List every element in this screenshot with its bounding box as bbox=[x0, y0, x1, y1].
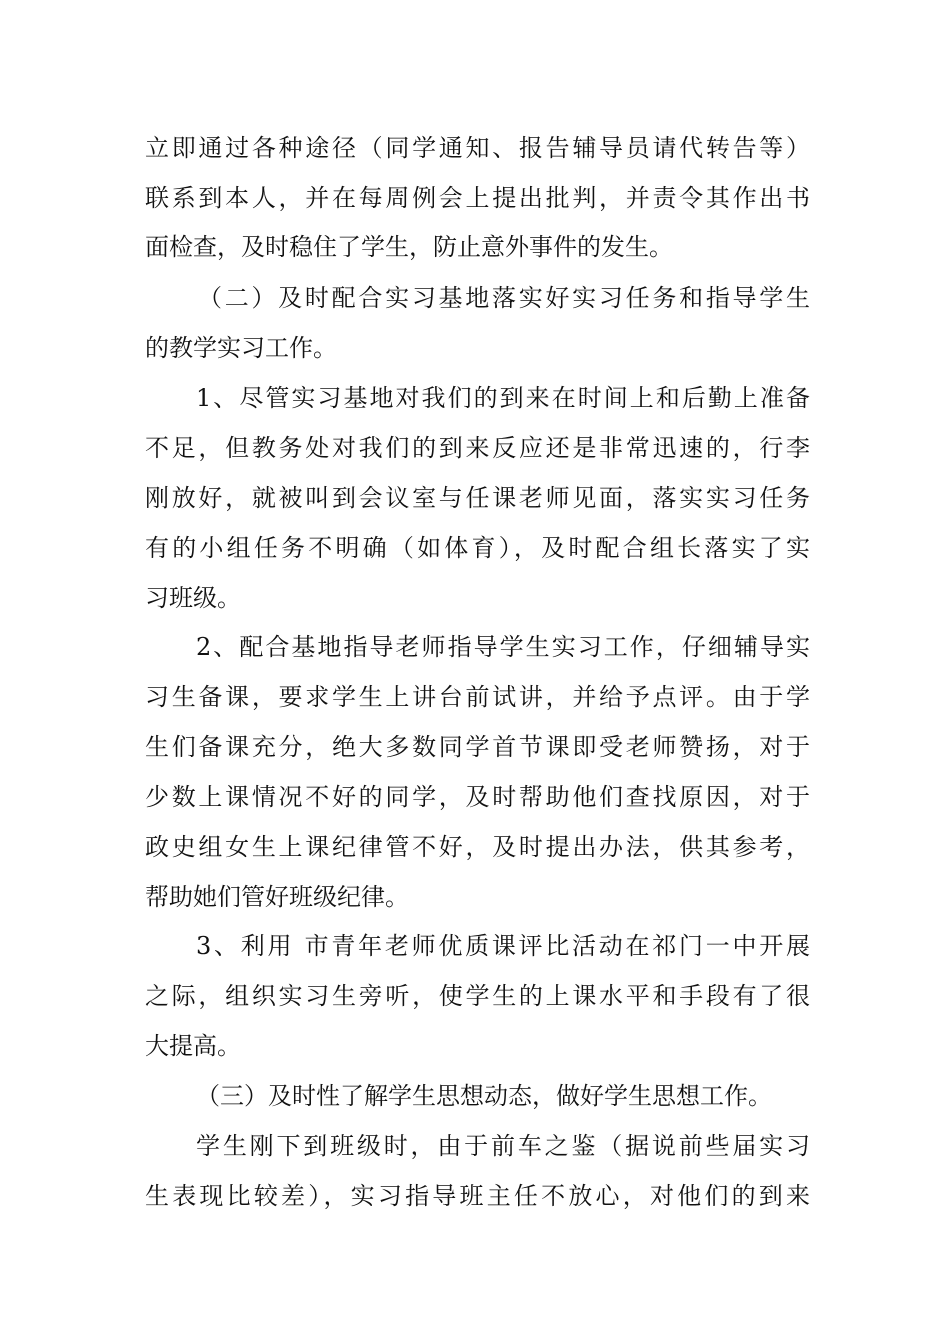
text-line: 少数上课情况不好的同学，及时帮助他们查找原因，对于 bbox=[145, 783, 810, 811]
text-line: 生表现比较差），实习指导班主任不放心，对他们的到来 bbox=[145, 1182, 810, 1210]
text-line: 立即通过各种途径（同学通知、报告辅导员请代转告等） bbox=[145, 134, 810, 162]
text-line: 刚放好，就被叫到会议室与任课老师见面，落实实习任务 bbox=[145, 484, 810, 512]
section-heading-3: （三）及时性了解学生思想动态，做好学生思想工作。 bbox=[196, 1082, 772, 1110]
text-line: 习班级。 bbox=[145, 584, 241, 612]
section-heading-2: （二）及时配合实习基地落实好实习任务和指导学生 bbox=[198, 284, 810, 312]
text-line: 的教学实习工作。 bbox=[145, 334, 337, 362]
text-line: 联系到本人，并在每周例会上提出批判，并责令其作出书 bbox=[145, 184, 810, 212]
text-line: 2、配合基地指导老师指导学生实习工作，仔细辅导实 bbox=[196, 633, 810, 661]
text-line: 1、尽管实习基地对我们的到来在时间上和后勤上准备 bbox=[196, 384, 810, 412]
text-line: 不足，但教务处对我们的到来反应还是非常迅速的，行李 bbox=[145, 434, 810, 462]
text-line: 生们备课充分，绝大多数同学首节课即受老师赞扬，对于 bbox=[145, 733, 810, 761]
text-line: 大提高。 bbox=[145, 1032, 241, 1060]
text-line: 面检查，及时稳住了学生，防止意外事件的发生。 bbox=[145, 233, 673, 261]
text-line: 政史组女生上课纪律管不好，及时提出办法，供其参考， bbox=[145, 833, 810, 861]
text-line: 学生刚下到班级时，由于前车之鉴（据说前些届实习 bbox=[196, 1132, 810, 1160]
text-line: 习生备课，要求学生上讲台前试讲，并给予点评。由于学 bbox=[145, 683, 810, 711]
text-line: 帮助她们管好班级纪律。 bbox=[145, 883, 409, 911]
text-line: 之际，组织实习生旁听，使学生的上课水平和手段有了很 bbox=[145, 982, 810, 1010]
text-line: 有的小组任务不明确（如体育），及时配合组长落实了实 bbox=[145, 534, 810, 562]
text-line: 3、利用 市青年老师优质课评比活动在祁门一中开展 bbox=[196, 932, 810, 960]
